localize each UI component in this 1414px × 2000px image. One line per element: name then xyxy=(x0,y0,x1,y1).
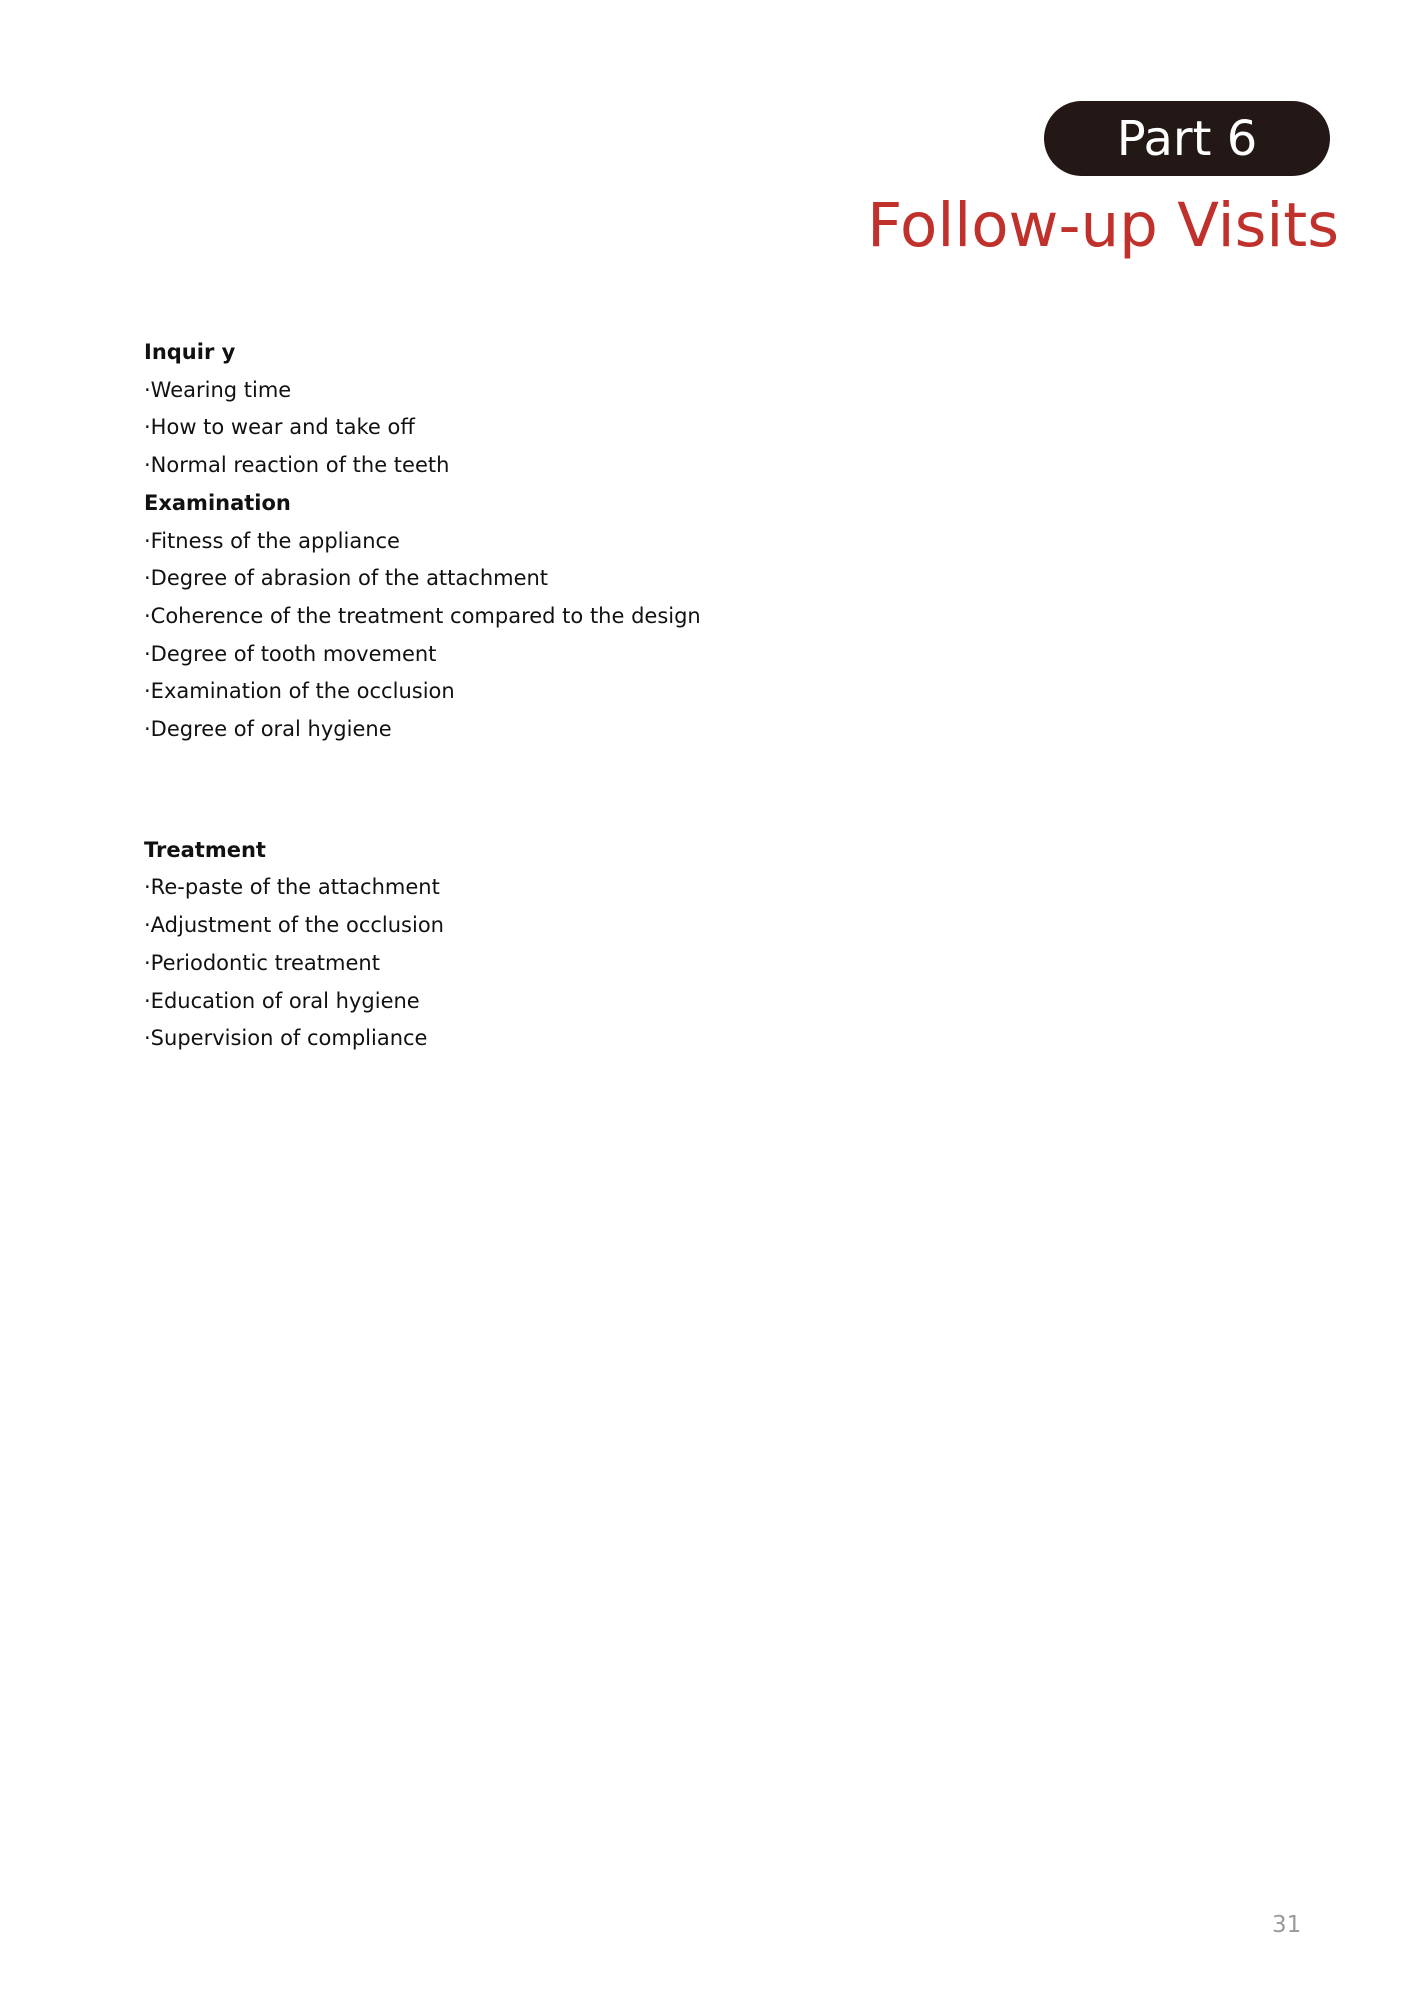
list-item: ·Normal reaction of the teeth xyxy=(144,453,450,478)
section-heading: Inquir y xyxy=(144,340,236,364)
section-examination xyxy=(144,485,1044,749)
section-list xyxy=(144,869,1044,1058)
list-item: ·Re-paste of the attachment xyxy=(144,875,440,900)
list-item: ·Periodontic treatment xyxy=(144,950,380,975)
list-item: ·Education of oral hygiene xyxy=(144,988,420,1013)
list-item: ·Degree of oral hygiene xyxy=(144,717,392,742)
section-heading: Treatment xyxy=(144,837,266,862)
list-item: ·Adjustment of the occlusion xyxy=(144,913,444,938)
part-label: Part 6 xyxy=(1116,110,1258,167)
content-body xyxy=(144,334,1044,1058)
section-list xyxy=(144,372,1044,485)
list-item: ·How to wear and take off xyxy=(144,415,415,440)
page-number: 31 xyxy=(1272,1912,1302,1938)
section-treatment xyxy=(144,832,1044,1058)
list-item: ·Degree of tooth movement xyxy=(144,641,437,666)
list-item: ·Supervision of compliance xyxy=(144,1026,428,1051)
part-badge xyxy=(1044,101,1330,176)
page-title: Follow-up Visits xyxy=(867,190,1339,261)
section-heading: Examination xyxy=(144,490,291,515)
list-item: ·Wearing time xyxy=(144,377,292,402)
list-item: ·Examination of the occlusion xyxy=(144,679,455,704)
section-list xyxy=(144,523,1044,749)
list-item: ·Fitness of the appliance xyxy=(144,528,400,553)
list-item: ·Coherence of the treatment compared to the design xyxy=(144,603,701,628)
section-inquiry xyxy=(144,334,1044,485)
list-item: ·Degree of abrasion of the attachment xyxy=(144,566,549,591)
